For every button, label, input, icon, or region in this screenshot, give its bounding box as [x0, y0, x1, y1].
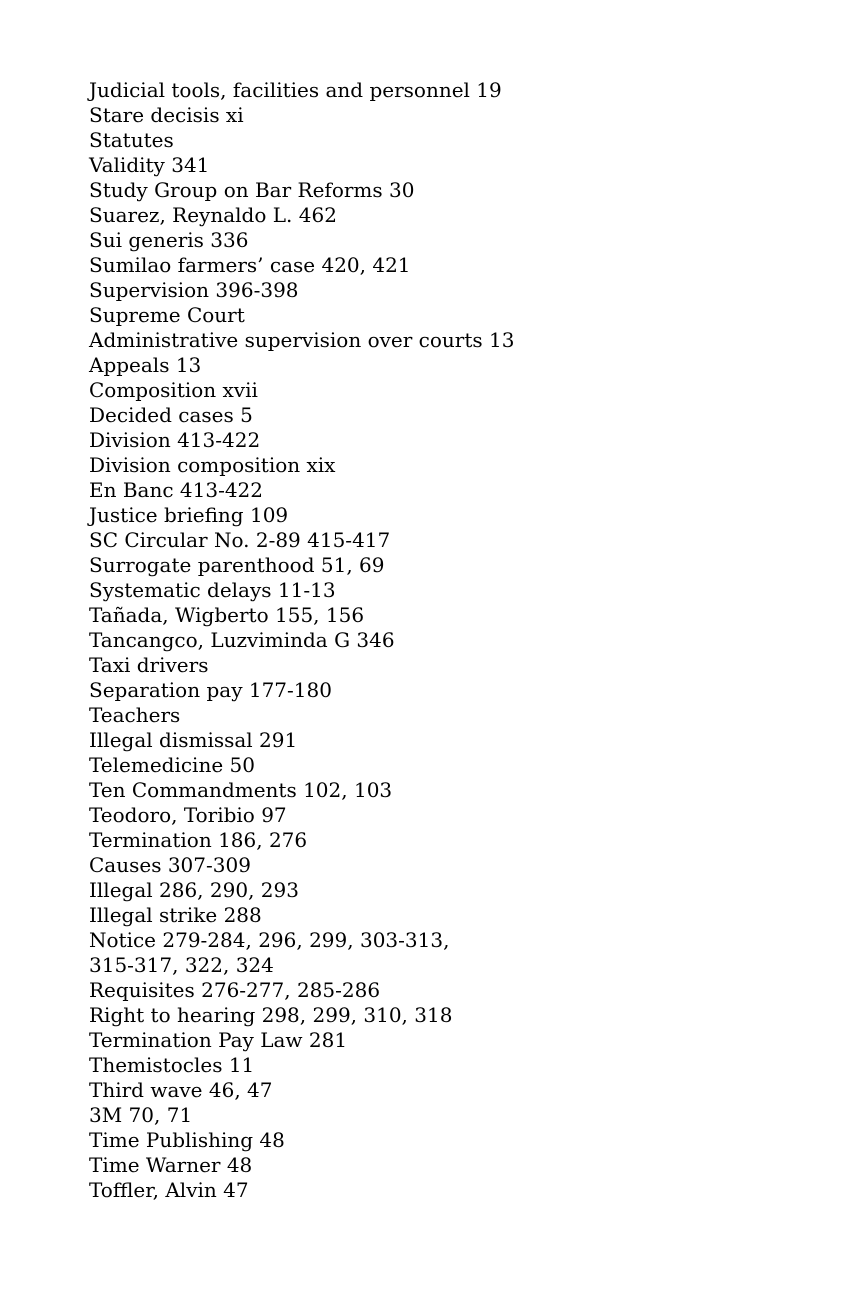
- index-entry: Surrogate parenthood 51, 69: [89, 553, 385, 577]
- index-entry: Time Publishing 48: [89, 1128, 285, 1152]
- index-entry: Sumilao farmers’ case 420, 421: [89, 253, 411, 277]
- index-page: [89, 78, 829, 1203]
- index-entry: Validity 341: [89, 153, 210, 177]
- index-entry: Systematic delays 11-13: [89, 578, 336, 602]
- index-entry: Study Group on Bar Reforms 30: [89, 178, 415, 202]
- index-entry: Illegal dismissal 291: [89, 728, 298, 752]
- index-entry: Ten Commandments 102, 103: [89, 778, 393, 802]
- index-entry: En Banc 413-422: [89, 478, 264, 502]
- index-entry: 3M 70, 71: [89, 1103, 193, 1127]
- index-entry: Administrative supervision over courts 13: [89, 328, 515, 352]
- index-entry: Causes 307-309: [89, 853, 251, 877]
- index-entry: Suarez, Reynaldo L. 462: [89, 203, 337, 227]
- index-entry: Stare decisis xi: [89, 103, 244, 127]
- index-entry: Division composition xix: [89, 453, 336, 477]
- index-entry: Teachers: [89, 703, 181, 727]
- index-entry: Toffler, Alvin 47: [89, 1178, 249, 1202]
- index-entry: Taxi drivers: [89, 653, 209, 677]
- index-entry: Themistocles 11: [89, 1053, 255, 1077]
- index-entry: Division 413-422: [89, 428, 261, 452]
- index-entry: Illegal 286, 290, 293: [89, 878, 299, 902]
- index-entry: Requisites 276-277, 285-286: [89, 978, 381, 1002]
- index-entry: Right to hearing 298, 299, 310, 318: [89, 1003, 453, 1027]
- index-entry: Teodoro, Toribio 97: [89, 803, 287, 827]
- index-entry: Termination Pay Law 281: [89, 1028, 348, 1052]
- index-entry: Justice briefing 109: [89, 503, 289, 527]
- index-entry: 315-317, 322, 324: [89, 953, 274, 977]
- index-entry: Termination 186, 276: [89, 828, 308, 852]
- index-entry: Illegal strike 288: [89, 903, 262, 927]
- index-entry: Notice 279-284, 296, 299, 303-313,: [89, 928, 450, 952]
- index-entry: Third wave 46, 47: [89, 1078, 273, 1102]
- index-entry: Tañada, Wigberto 155, 156: [89, 603, 365, 627]
- index-entry: Tancangco, Luzviminda G 346: [89, 628, 395, 652]
- index-entry: Sui generis 336: [89, 228, 249, 252]
- index-entry: Composition xvii: [89, 378, 258, 402]
- index-entry: Time Warner 48: [89, 1153, 253, 1177]
- index-entry: SC Circular No. 2-89 415-417: [89, 528, 391, 552]
- index-entry: Decided cases 5: [89, 403, 253, 427]
- index-entry: Separation pay 177-180: [89, 678, 332, 702]
- index-entry: Judicial tools, facilities and personnel 19: [89, 78, 502, 102]
- index-entry: Statutes: [89, 128, 174, 152]
- index-entry: Appeals 13: [89, 353, 202, 377]
- index-entry: Supervision 396-398: [89, 278, 299, 302]
- index-entry: Telemedicine 50: [89, 753, 255, 777]
- index-entry: Supreme Court: [89, 303, 245, 327]
